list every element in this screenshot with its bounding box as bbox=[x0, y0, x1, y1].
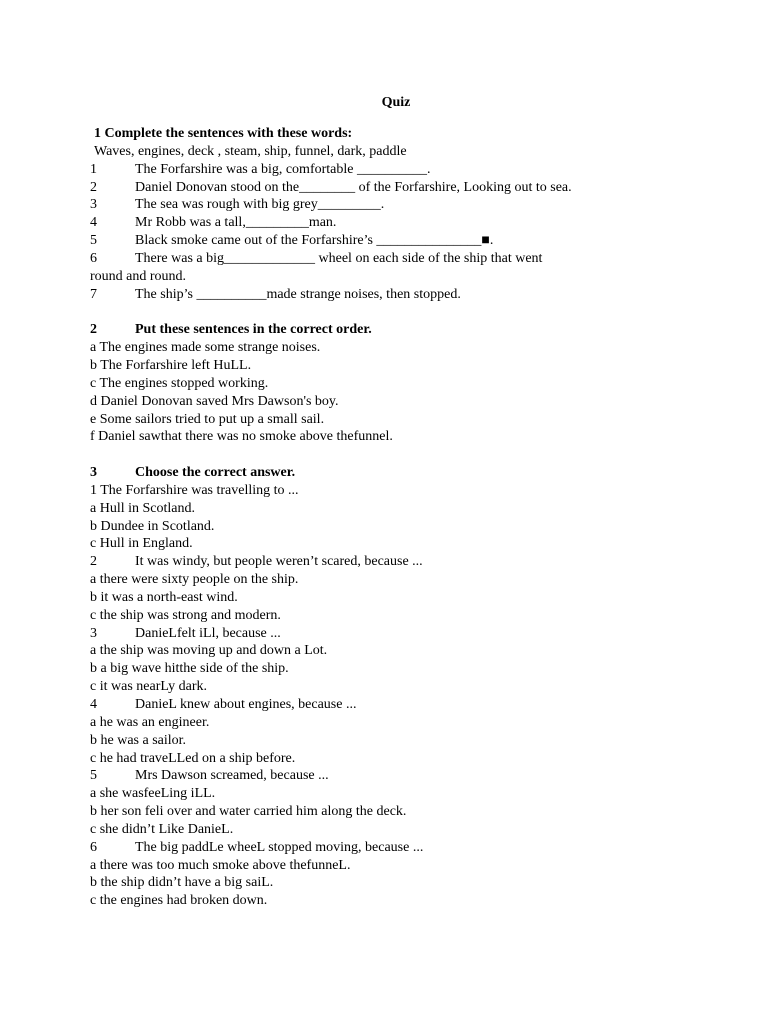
answer-option: b her son feli over and water carried him along the deck. bbox=[90, 804, 407, 820]
item-text: Mr Robb was a tall,_________man. bbox=[135, 215, 337, 231]
question-text: The big paddLe wheeL stopped moving, because ... bbox=[135, 839, 424, 855]
item-number: 1 bbox=[90, 161, 97, 177]
item-text: There was a big_____________ wheel on each side of the ship that went bbox=[135, 250, 543, 266]
section-number: 2 bbox=[90, 322, 97, 338]
answer-option: b Dundee in Scotland. bbox=[90, 518, 215, 534]
item-number: 2 bbox=[90, 179, 97, 195]
answer-option: a he was an engineer. bbox=[90, 714, 210, 730]
answer-option: c he had traveLLed on a ship before. bbox=[90, 750, 296, 766]
order-item: e Some sailors tried to put up a small sail. bbox=[90, 411, 325, 427]
question-text: DanieL knew about engines, because ... bbox=[135, 697, 357, 712]
section2-heading bbox=[90, 321, 690, 339]
question-number: 5 bbox=[90, 768, 97, 784]
s1-item bbox=[90, 214, 690, 232]
item-text: The ship’s __________made strange noises, then stopped. bbox=[135, 286, 461, 302]
s1-item bbox=[90, 196, 690, 214]
s1-item bbox=[90, 179, 690, 197]
answer-option: a the ship was moving up and down a Lot. bbox=[90, 643, 328, 659]
section1-heading: 1 Complete the sentences with these words: bbox=[94, 126, 353, 141]
question: 1 The Forfarshire was travelling to ... bbox=[90, 482, 299, 498]
answer-option: a there was too much smoke above thefunneL. bbox=[90, 857, 351, 873]
question bbox=[90, 625, 690, 643]
s1-item bbox=[90, 286, 690, 304]
question bbox=[90, 839, 690, 857]
section-heading-text: Put these sentences in the correct order. bbox=[135, 322, 372, 338]
answer-option: c it was nearLy dark. bbox=[90, 679, 208, 695]
order-item: a The engines made some strange noises. bbox=[90, 340, 321, 356]
item-number: 7 bbox=[90, 286, 97, 302]
page-title: Quiz bbox=[381, 95, 411, 110]
answer-option: a there were sixty people on the ship. bbox=[90, 572, 299, 588]
spacer bbox=[90, 446, 690, 464]
section-heading-text: Choose the correct answer. bbox=[135, 465, 296, 481]
s1-item bbox=[90, 232, 690, 250]
answer-option: c Hull in England. bbox=[90, 536, 193, 552]
order-item: c The engines stopped working. bbox=[90, 375, 269, 391]
s1-item-continuation: round and round. bbox=[90, 268, 187, 284]
order-item: f Daniel sawthat there was no smoke above thefunnel. bbox=[90, 429, 393, 445]
item-number: 6 bbox=[90, 250, 97, 266]
answer-option: b the ship didn’t have a big saiL. bbox=[90, 875, 274, 891]
question-number: 4 bbox=[90, 697, 97, 712]
item-number: 4 bbox=[90, 215, 97, 231]
document-page bbox=[90, 93, 690, 910]
answer-option: c she didn’t Like DanieL. bbox=[90, 821, 234, 837]
question-text: It was windy, but people weren’t scared, because ... bbox=[135, 554, 423, 570]
question-text: DanieLfelt iLl, because ... bbox=[135, 625, 281, 641]
order-item: b The Forfarshire left HuLL. bbox=[90, 357, 252, 373]
section3-heading bbox=[90, 464, 690, 482]
item-text: The Forfarshire was a big, comfortable __________. bbox=[135, 161, 431, 177]
word-bank: Waves, engines, deck , steam, ship, funnel, dark, paddle bbox=[94, 143, 407, 159]
answer-option: b a big wave hitthe side of the ship. bbox=[90, 661, 289, 677]
answer-option: b it was a north-east wind. bbox=[90, 589, 238, 605]
answer-option: a Hull in Scotland. bbox=[90, 500, 195, 516]
s1-item bbox=[90, 250, 690, 268]
item-text: Daniel Donovan stood on the________ of the Forfarshire, Looking out to sea. bbox=[135, 179, 572, 195]
order-item: d Daniel Donovan saved Mrs Dawson's boy. bbox=[90, 393, 339, 409]
item-number: 5 bbox=[90, 233, 97, 249]
question bbox=[90, 696, 690, 714]
item-text: The sea was rough with big grey_________. bbox=[135, 197, 385, 213]
question-text: Mrs Dawson screamed, because ... bbox=[135, 768, 329, 784]
answer-option: a she wasfeeLing iLL. bbox=[90, 786, 216, 802]
s1-item bbox=[90, 161, 690, 179]
question-number: 3 bbox=[90, 625, 97, 641]
question-number: 6 bbox=[90, 839, 97, 855]
answer-option: c the engines had broken down. bbox=[90, 893, 268, 909]
question bbox=[90, 767, 690, 785]
spacer bbox=[90, 303, 690, 321]
section-number: 3 bbox=[90, 465, 97, 481]
item-number: 3 bbox=[90, 197, 97, 213]
question-number: 2 bbox=[90, 554, 97, 570]
answer-option: b he was a sailor. bbox=[90, 732, 187, 748]
answer-option: c the ship was strong and modern. bbox=[90, 607, 281, 623]
item-text: Black smoke came out of the Forfarshire’s _______________■. bbox=[135, 233, 494, 249]
question bbox=[90, 553, 690, 571]
